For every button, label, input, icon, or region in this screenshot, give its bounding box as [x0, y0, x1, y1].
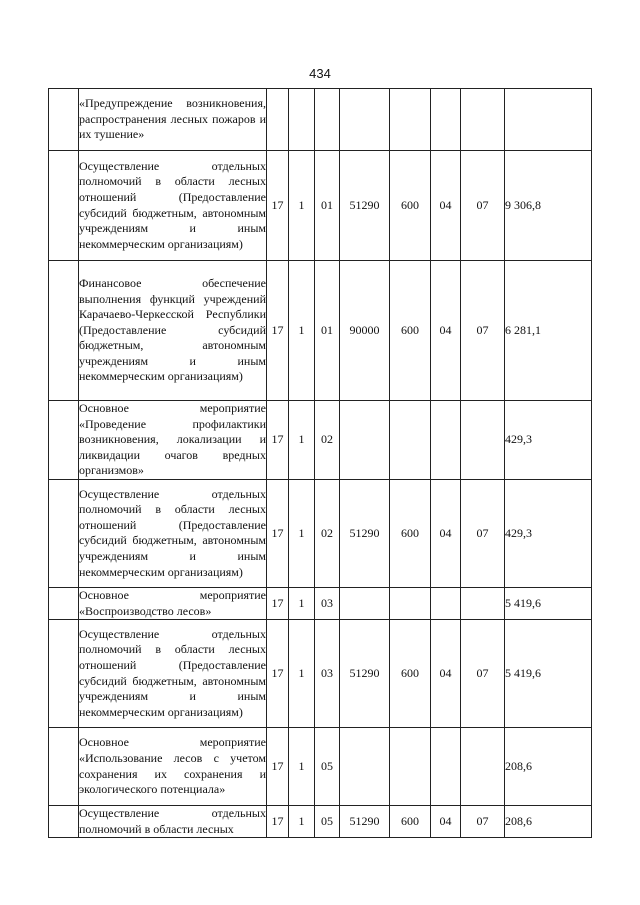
row-description: Основное мероприятие «Проведение профилактики возникновения, локализации и ликвидации очагов вредных организмов»	[79, 401, 267, 480]
code-cell: 17	[267, 401, 289, 480]
table-row	[49, 89, 592, 151]
code-cell: 1	[289, 587, 315, 619]
table-row	[49, 151, 592, 261]
empty-cell	[49, 479, 79, 587]
code-cell: 51290	[340, 479, 390, 587]
code-cell	[431, 401, 461, 480]
code-cell	[431, 728, 461, 806]
row-description: Финансовое обеспечение выполнения функций учреждений Карачаево-Черкесской Республики (Предоставление субсидий бюджетным, автономным учреждениям и иным некоммерческим организациям)	[79, 261, 267, 401]
code-cell	[431, 587, 461, 619]
row-description: Основное мероприятие «Использование лесов с учетом сохранения их сохранения и экологического потенциала»	[79, 728, 267, 806]
code-cell: 1	[289, 806, 315, 838]
code-cell: 07	[461, 806, 505, 838]
code-cell: 04	[431, 479, 461, 587]
code-cell: 04	[431, 806, 461, 838]
code-cell: 1	[289, 728, 315, 806]
amount-cell: 429,3	[505, 479, 592, 587]
amount-cell: 208,6	[505, 728, 592, 806]
code-cell	[390, 728, 431, 806]
code-cell: 17	[267, 151, 289, 261]
code-cell	[461, 587, 505, 619]
code-cell: 1	[289, 620, 315, 728]
code-cell	[461, 89, 505, 151]
code-cell	[461, 401, 505, 480]
code-cell: 1	[289, 261, 315, 401]
code-cell: 1	[289, 151, 315, 261]
code-cell: 17	[267, 728, 289, 806]
empty-cell	[49, 261, 79, 401]
code-cell	[390, 587, 431, 619]
code-cell: 03	[315, 620, 340, 728]
amount-cell: 5 419,6	[505, 587, 592, 619]
table-row	[49, 587, 592, 619]
code-cell: 600	[390, 806, 431, 838]
amount-cell: 208,6	[505, 806, 592, 838]
empty-cell	[49, 587, 79, 619]
code-cell	[340, 401, 390, 480]
table-row	[49, 620, 592, 728]
amount-cell: 6 281,1	[505, 261, 592, 401]
code-cell: 04	[431, 261, 461, 401]
code-cell: 600	[390, 261, 431, 401]
amount-cell: 429,3	[505, 401, 592, 480]
table-row	[49, 261, 592, 401]
code-cell	[461, 728, 505, 806]
code-cell: 600	[390, 151, 431, 261]
page-number: 434	[309, 66, 331, 81]
row-description: Осуществление отдельных полномочий в области лесных отношений (Предоставление субсидий бюджетным, автономным учреждениям и иным некоммерческим организациям)	[79, 479, 267, 587]
code-cell	[315, 89, 340, 151]
code-cell: 04	[431, 620, 461, 728]
code-cell: 07	[461, 151, 505, 261]
code-cell	[267, 89, 289, 151]
row-description: «Предупреждение возникновения, распространения лесных пожаров и их тушение»	[79, 89, 267, 151]
code-cell: 02	[315, 479, 340, 587]
empty-cell	[49, 620, 79, 728]
code-cell: 1	[289, 479, 315, 587]
code-cell: 90000	[340, 261, 390, 401]
code-cell: 05	[315, 806, 340, 838]
code-cell	[390, 401, 431, 480]
table-row	[49, 479, 592, 587]
row-description: Осуществление отдельных полномочий в области лесных отношений (Предоставление субсидий бюджетным, автономным учреждениям и иным некоммерческим организациям)	[79, 151, 267, 261]
code-cell: 17	[267, 806, 289, 838]
code-cell: 17	[267, 620, 289, 728]
budget-table	[48, 88, 592, 838]
code-cell: 600	[390, 620, 431, 728]
table-row	[49, 401, 592, 480]
code-cell: 17	[267, 261, 289, 401]
code-cell	[340, 728, 390, 806]
code-cell: 03	[315, 587, 340, 619]
code-cell: 02	[315, 401, 340, 480]
code-cell: 51290	[340, 620, 390, 728]
code-cell: 04	[431, 151, 461, 261]
amount-cell: 9 306,8	[505, 151, 592, 261]
row-description: Осуществление отдельных полномочий в области лесных отношений (Предоставление субсидий бюджетным, автономным учреждениям и иным некоммерческим организациям)	[79, 620, 267, 728]
code-cell	[390, 89, 431, 151]
code-cell	[431, 89, 461, 151]
code-cell: 05	[315, 728, 340, 806]
amount-cell: 5 419,6	[505, 620, 592, 728]
table-row	[49, 728, 592, 806]
code-cell: 51290	[340, 806, 390, 838]
code-cell	[340, 587, 390, 619]
empty-cell	[49, 401, 79, 480]
code-cell: 17	[267, 479, 289, 587]
row-description: Осуществление отдельных полномочий в области лесных	[79, 806, 267, 838]
amount-cell	[505, 89, 592, 151]
code-cell: 01	[315, 261, 340, 401]
code-cell: 01	[315, 151, 340, 261]
table-row	[49, 806, 592, 838]
code-cell: 1	[289, 401, 315, 480]
row-description: Основное мероприятие «Воспроизводство лесов»	[79, 587, 267, 619]
code-cell	[289, 89, 315, 151]
empty-cell	[49, 89, 79, 151]
code-cell: 07	[461, 261, 505, 401]
empty-cell	[49, 728, 79, 806]
code-cell	[340, 89, 390, 151]
empty-cell	[49, 806, 79, 838]
code-cell: 17	[267, 587, 289, 619]
code-cell: 07	[461, 479, 505, 587]
code-cell: 07	[461, 620, 505, 728]
empty-cell	[49, 151, 79, 261]
code-cell: 51290	[340, 151, 390, 261]
code-cell: 600	[390, 479, 431, 587]
